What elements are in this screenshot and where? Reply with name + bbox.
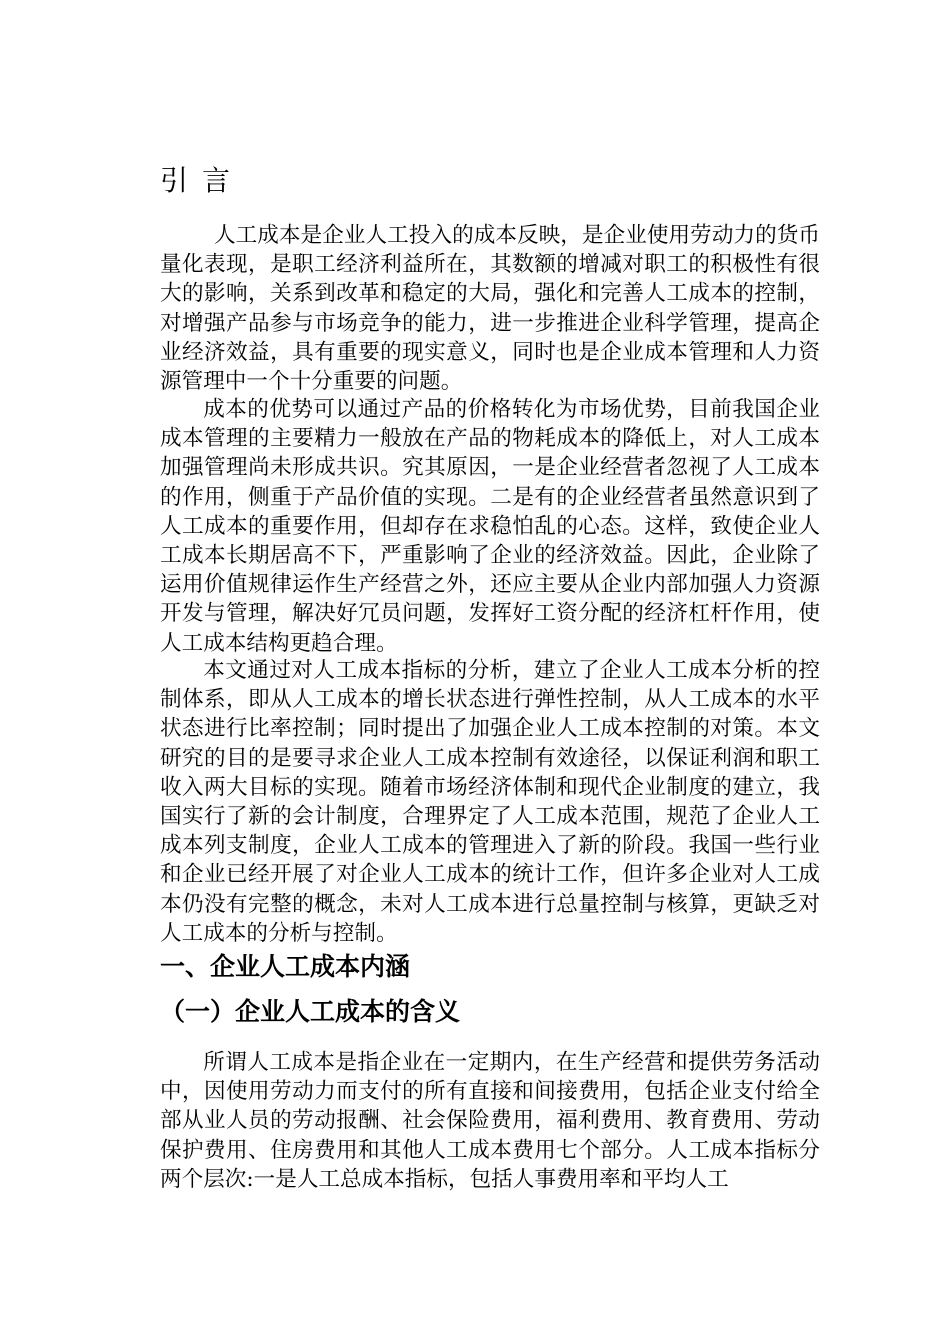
intro-paragraph-2: 成本的优势可以通过产品的价格转化为市场优势，目前我国企业成本管理的主要精力一般放在产品的物耗成本的降低上，对人工成本加强管理尚未形成共识。究其原因，一是企业经营者忽视了人工成本的作用，侧重于产品价值的实现。二是有的企业经营者虽然意识到了人工成本的重要作用，但却存在求稳怕乱的心态。这样，致使企业人工成本长期居高不下，严重影响了企业的经济效益。因此，企业除了运用价值规律运作生产经营之外，还应主要从企业内部加强人力资源开发与管理，解决好冗员问题，发挥好工资分配的经济杠杆作用，使人工成本结构更趋合理。	[160, 397, 820, 656]
subsection-heading: （一）企业人工成本的含义	[160, 997, 461, 1026]
intro-paragraph-1: 人工成本是企业人工投入的成本反映，是企业使用劳动力的货币量化表现，是职工经济利益所在，其数额的增减对职工的积极性有很大的影响，关系到改革和稳定的大局，强化和完善人工成本的控制，对增强产品参与市场竞争的能力，进一步推进企业科学管理，提高企业经济效益，具有重要的现实意义，同时也是企业成本管理和人力资源管理中一个十分重要的问题。	[160, 223, 820, 395]
intro-title: 引言	[160, 164, 245, 197]
section-heading: 一、企业人工成本内涵	[160, 952, 411, 981]
intro-paragraph-3: 本文通过对人工成本指标的分析，建立了企业人工成本分析的控制体系，即从人工成本的增长状态进行弹性控制，从人工成本的水平状态进行比率控制；同时提出了加强企业人工成本控制的对策。本文研究的目的是要寻求企业人工成本控制有效途径，以保证利润和职工收入两大目标的实现。随着市场经济体制和现代企业制度的建立，我国实行了新的会计制度，合理界定了人工成本范围，规范了企业人工成本列支制度，企业人工成本的管理进入了新的阶段。我国一些行业和企业已经开展了对企业人工成本的统计工作，但许多企业对人工成本仍没有完整的概念，未对人工成本进行总量控制与核算，更缺乏对人工成本的分析与控制。	[160, 658, 820, 946]
section-paragraph-1: 所谓人工成本是指企业在一定期内，在生产经营和提供劳务活动中，因使用劳动力而支付的所有直接和间接费用，包括企业支付给全部从业人员的劳动报酬、社会保险费用，福利费用、教育费用、劳动保护费用、住房费用和其他人工成本费用七个部分。人工成本指标分两个层次:一是人工总成本指标，包括人事费用率和平均人工	[160, 1050, 820, 1192]
